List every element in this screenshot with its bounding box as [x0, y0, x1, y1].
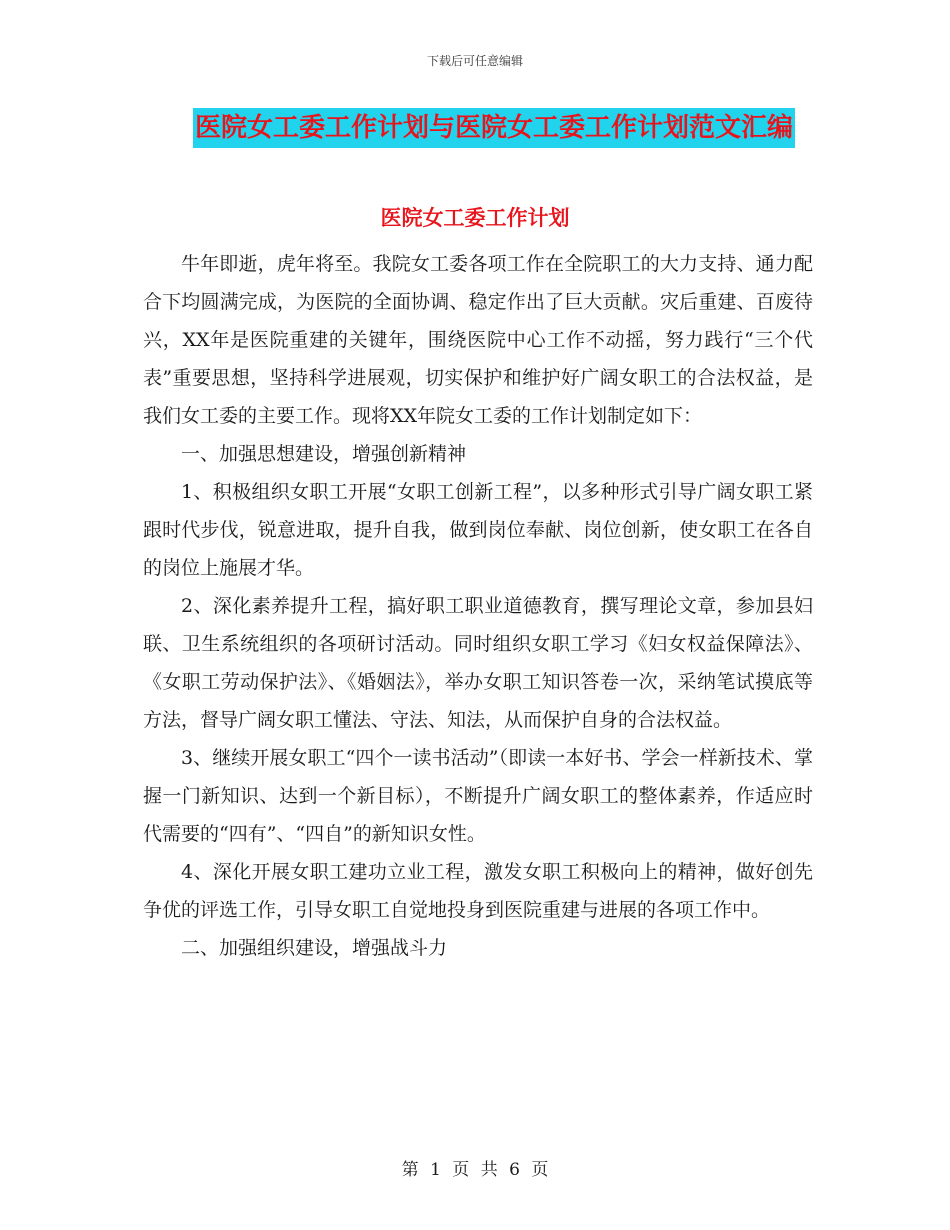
document-body [143, 245, 813, 967]
paragraph-item-2: 2、深化素养提升工程，搞好职工职业道德教育，撰写理论文章，参加县妇联、卫生系统组织的各项研讨活动。同时组织女职工学习《妇女权益保障法》、《女职工劳动保护法》、《婚姻法》，举办女职工知识答卷一次，采纳笔试摸底等方法，督导广阔女职工懂法、守法、知法，从而保护自身的合法权益。 [143, 595, 813, 731]
document-title: 医院女工委工作计划与医院女工委工作计划范文汇编 [193, 108, 795, 148]
heading-one: 一、加强思想建设，增强创新精神 [181, 443, 467, 465]
paragraph-item-1: 1、积极组织女职工开展“女职工创新工程”，以多种形式引导广阔女职工紧跟时代步伐，锐意进取，提升自我，做到岗位奉献、岗位创新，使女职工在各自的岗位上施展才华。 [143, 481, 813, 579]
heading-two: 二、加强组织建设，增强战斗力 [181, 937, 448, 959]
page-header-note: 下载后可任意编辑 [426, 54, 523, 68]
paragraph-item-3: 3、继续开展女职工“四个一读书活动”（即读一本好书、学会一样新技术、掌握一门新知识、达到一个新目标），不断提升广阔女职工的整体素养，作适应时代需要的“四有”、“四自”的新知识女性。 [143, 747, 813, 845]
paragraph-intro: 牛年即逝，虎年将至。我院女工委各项工作在全院职工的大力支持、通力配合下均圆满完成，为医院的全面协调、稳定作出了巨大贡献。灾后重建、百废待兴，XX年是医院重建的关键年，围绕医院中心工作不动摇，努力践行“三个代表”重要思想，坚持科学进展观，切实保护和维护好广阔女职工的合法权益，是我们女工委的主要工作。现将XX年院女工委的工作计划制定如下： [143, 253, 813, 427]
paragraph-item-4: 4、深化开展女职工建功立业工程，激发女职工积极向上的精神，做好创先争优的评选工作，引导女职工自觉地投身到医院重建与进展的各项工作中。 [143, 861, 813, 921]
section-title: 医院女工委工作计划 [380, 205, 570, 230]
page-number-footer: 第 1 页 共 6 页 [401, 1160, 549, 1180]
